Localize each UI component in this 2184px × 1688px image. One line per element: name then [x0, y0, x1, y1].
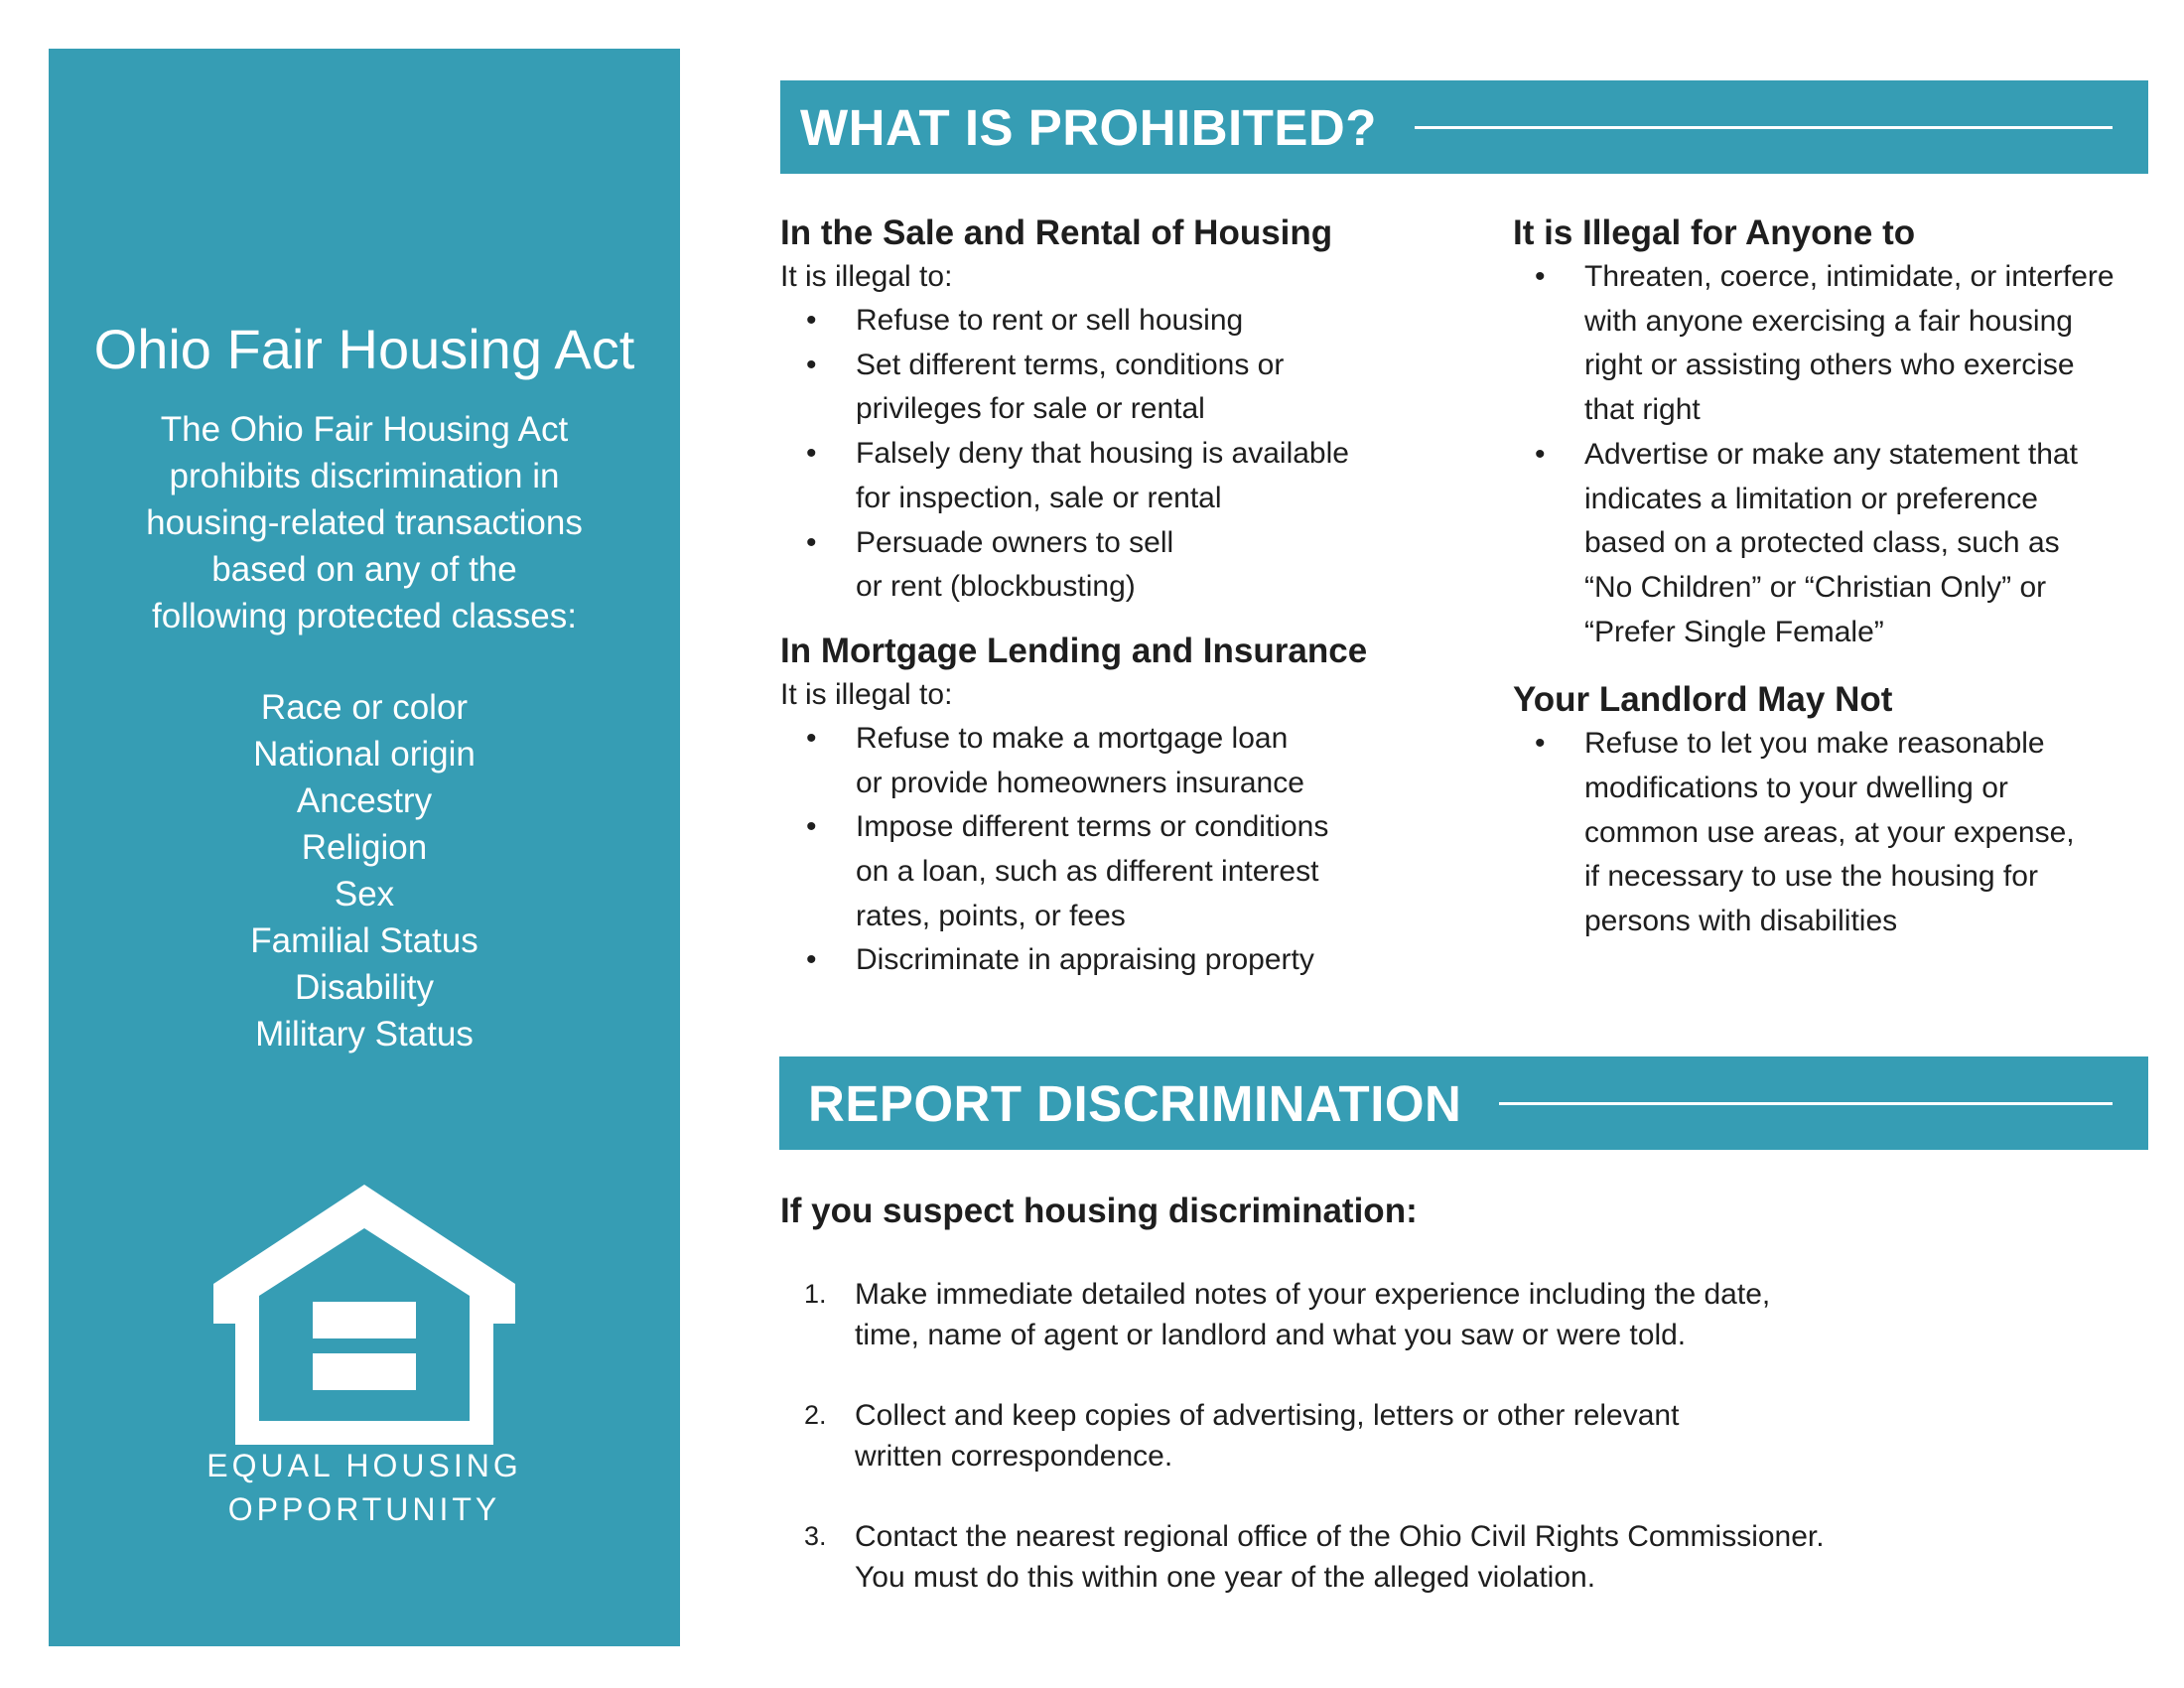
bullet-line: Impose different terms or conditions	[856, 810, 1329, 844]
bullet-line: that right	[1584, 393, 1701, 427]
protected-class-item: National origin	[253, 735, 476, 774]
bullet-item	[780, 344, 1435, 432]
left-info-panel	[49, 49, 680, 1646]
step-line: Make immediate detailed notes of your experience including the date,	[855, 1278, 1771, 1311]
bullet-list	[780, 299, 1435, 610]
equal-housing-line-2: OPPORTUNITY	[227, 1491, 501, 1527]
section-intro: It is illegal to:	[780, 260, 953, 293]
bullet-item	[1513, 433, 2148, 655]
bullet-item	[1513, 722, 2148, 944]
landlord-section	[1513, 678, 2148, 944]
prohibited-left-column	[780, 211, 1435, 983]
bullet-line: Refuse to let you make reasonable	[1584, 727, 2045, 761]
intro-line: based on any of the	[211, 550, 517, 589]
bullet-line: rates, points, or fees	[856, 899, 1126, 932]
section-title: Your Landlord May Not	[1513, 680, 1893, 720]
step-line: You must do this within one year of the alleged violation.	[855, 1561, 1596, 1594]
step-number: 2.	[804, 1400, 827, 1430]
prohibited-right-column	[1513, 211, 2148, 944]
intro-line: The Ohio Fair Housing Act	[160, 410, 569, 449]
bullet-item	[1513, 255, 2148, 433]
mortgage-section	[780, 630, 1435, 983]
protected-class-item: Race or color	[260, 688, 469, 727]
bullet-item	[780, 299, 1435, 344]
protected-class-item: Ancestry	[296, 781, 433, 820]
bullet-line: on a loan, such as different interest	[856, 855, 1319, 889]
protected-class-item: Sex	[334, 875, 395, 914]
report-step	[780, 1516, 2120, 1598]
section-title: In Mortgage Lending and Insurance	[780, 631, 1368, 670]
step-number: 1.	[804, 1279, 827, 1309]
intro-line: following protected classes:	[152, 597, 577, 635]
bullet-line: with anyone exercising a fair housing	[1584, 304, 2073, 338]
bullet-line: or rent (blockbusting)	[856, 570, 1136, 604]
protected-classes-list	[49, 684, 680, 1057]
header-rule	[1499, 1102, 2113, 1105]
report-step	[780, 1395, 2120, 1477]
sale-rental-section	[780, 211, 1435, 610]
bullet-list	[1513, 255, 2148, 654]
bullet-line: modifications to your dwelling or	[1584, 772, 2008, 805]
report-subheading: If you suspect housing discrimination:	[780, 1192, 1418, 1230]
bullet-list	[1513, 722, 2148, 944]
bullet-line: persons with disabilities	[1584, 905, 1898, 938]
protected-class-item: Familial Status	[250, 921, 478, 960]
bullet-line: indicates a limitation or preference	[1584, 482, 2038, 515]
bullet-line: Refuse to rent or sell housing	[856, 304, 1244, 337]
protected-class-item: Disability	[294, 968, 435, 1007]
step-line: written correspondence.	[855, 1440, 1173, 1473]
protected-class-item: Military Status	[255, 1015, 474, 1054]
step-line: Contact the nearest regional office of the Ohio Civil Rights Commissioner.	[855, 1520, 1825, 1553]
bullet-line: Persuade owners to sell	[856, 525, 1174, 559]
bullet-line: privileges for sale or rental	[856, 392, 1205, 426]
illegal-for-anyone-section	[1513, 211, 2148, 654]
section-title: It is Illegal for Anyone to	[1513, 213, 1916, 252]
bullet-list	[780, 717, 1435, 983]
bullet-line: Threaten, coerce, intimidate, or interfere	[1584, 260, 2115, 293]
report-step	[780, 1274, 2120, 1355]
equal-housing-caption	[49, 1444, 680, 1531]
step-number: 3.	[804, 1521, 827, 1551]
protected-class-item: Religion	[301, 828, 428, 867]
report-header-title: REPORT DISCRIMINATION	[808, 1074, 1462, 1132]
prohibited-header-band	[780, 80, 2148, 174]
step-line: Collect and keep copies of advertising, letters or other relevant	[855, 1399, 1680, 1432]
panel-title: Ohio Fair Housing Act	[93, 318, 635, 380]
panel-intro	[108, 406, 620, 639]
bullet-item	[780, 432, 1435, 520]
bullet-line: for inspection, sale or rental	[856, 481, 1222, 514]
bullet-item	[780, 521, 1435, 610]
intro-line: prohibits discrimination in	[169, 457, 560, 495]
section-title: In the Sale and Rental of Housing	[780, 213, 1333, 252]
step-line: time, name of agent or landlord and what you saw or were told.	[855, 1319, 1687, 1351]
bullet-line: “Prefer Single Female”	[1584, 615, 1884, 648]
bullet-line: common use areas, at your expense,	[1584, 815, 2075, 849]
prohibited-header-title: WHAT IS PROHIBITED?	[800, 98, 1377, 156]
equal-housing-house-icon	[213, 1185, 515, 1445]
bullet-line: Set different terms, conditions or	[856, 348, 1285, 381]
intro-line: housing-related transactions	[146, 503, 583, 542]
bullet-line: Refuse to make a mortgage loan	[856, 721, 1289, 755]
bullet-item	[780, 805, 1435, 938]
bullet-line: or provide homeowners insurance	[856, 766, 1304, 799]
bullet-line: right or assisting others who exercise	[1584, 349, 2075, 382]
equal-housing-line-1: EQUAL HOUSING	[206, 1448, 522, 1483]
bullet-line: based on a protected class, such as	[1584, 526, 2060, 560]
report-steps-list	[780, 1274, 2120, 1637]
bullet-line: if necessary to use the housing for	[1584, 860, 2038, 894]
section-intro: It is illegal to:	[780, 677, 953, 711]
header-rule	[1415, 126, 2113, 129]
bullet-item	[780, 717, 1435, 805]
report-header-band	[779, 1056, 2148, 1150]
bullet-line: Falsely deny that housing is available	[856, 437, 1349, 471]
bullet-line: “No Children” or “Christian Only” or	[1584, 570, 2047, 604]
bullet-item	[780, 938, 1435, 983]
bullet-line: Advertise or make any statement that	[1584, 437, 2078, 471]
bullet-line: Discriminate in appraising property	[856, 943, 1314, 977]
